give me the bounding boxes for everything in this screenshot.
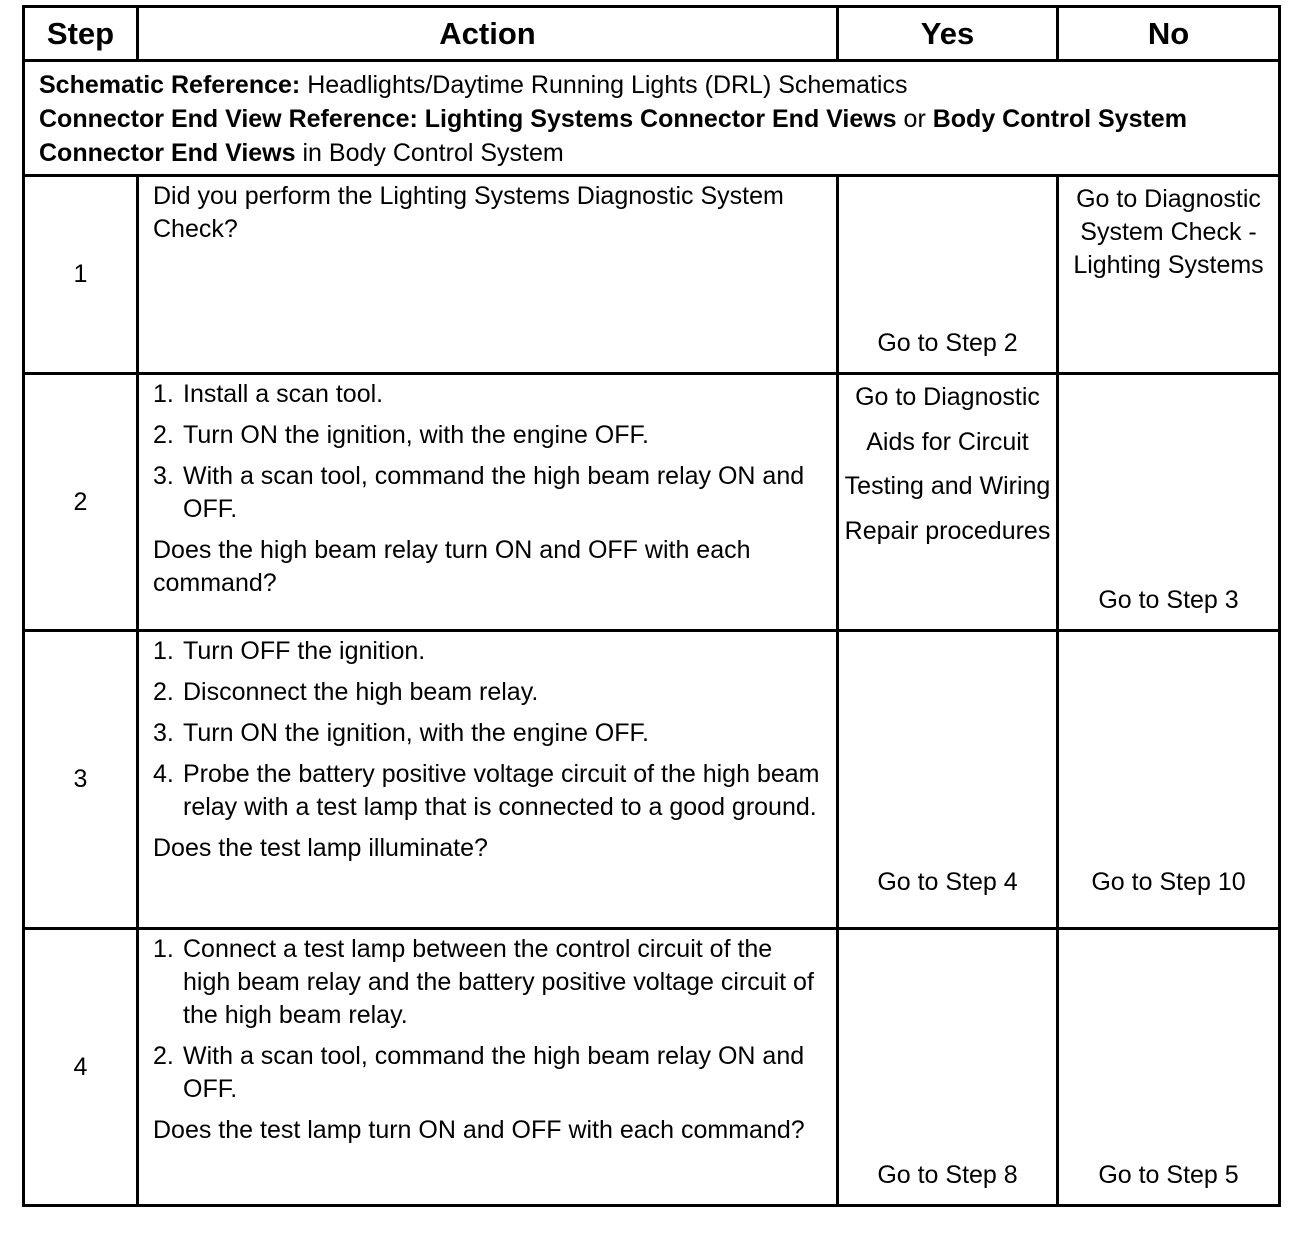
action-cell xyxy=(138,631,838,929)
action-question: Does the test lamp illuminate? xyxy=(153,834,488,862)
connector-suffix: in Body Control System xyxy=(302,139,564,167)
connector-link-lighting[interactable]: Lighting Systems Connector End Views xyxy=(424,105,897,133)
schematic-value: Headlights/Daytime Running Lights (DRL) Schematics xyxy=(307,71,908,99)
reference-cell xyxy=(24,61,1280,176)
table-row xyxy=(24,176,1280,374)
step-number: 1 xyxy=(24,176,138,374)
action-item: 4. Probe the battery positive voltage circuit of the high beam relay with a test lamp that is connected to a good ground. xyxy=(153,760,820,821)
no-result[interactable]: Go to Step 3 xyxy=(1058,374,1280,631)
header-step: Step xyxy=(24,7,138,61)
table-row xyxy=(24,631,1280,929)
action-item: 2. Disconnect the high beam relay. xyxy=(153,678,539,706)
yes-result[interactable]: Go to Step 4 xyxy=(838,631,1058,929)
connector-or: or xyxy=(903,105,926,133)
step-number: 3 xyxy=(24,631,138,929)
action-item: 3. With a scan tool, command the high beam relay ON and OFF. xyxy=(153,462,805,523)
header-action: Action xyxy=(138,7,838,61)
no-result[interactable]: Go to Step 10 xyxy=(1058,631,1280,929)
no-result[interactable]: Go to Diagnostic System Check - Lighting Systems xyxy=(1058,176,1280,374)
action-item: 1. Turn OFF the ignition. xyxy=(153,637,426,665)
diagnostic-table xyxy=(22,5,1281,1207)
yes-result[interactable]: Go to Diagnostic Aids for Circuit Testing and Wiring Repair procedures xyxy=(838,374,1058,631)
action-item: 1. Connect a test lamp between the control circuit of the high beam relay and the battery positive voltage circuit of the high beam relay. xyxy=(153,935,814,1029)
step-number: 4 xyxy=(24,929,138,1206)
table-row xyxy=(24,929,1280,1206)
action-question: Does the test lamp turn ON and OFF with each command? xyxy=(153,1116,805,1144)
action-item: 2. Turn ON the ignition, with the engine OFF. xyxy=(153,421,649,449)
action-item: 1. Install a scan tool. xyxy=(153,380,384,408)
header-row xyxy=(24,7,1280,61)
action-cell xyxy=(138,374,838,631)
reference-row xyxy=(24,61,1280,176)
action-item: 3. Turn ON the ignition, with the engine OFF. xyxy=(153,719,649,747)
action-question: Did you perform the Lighting Systems Diagnostic System Check? xyxy=(153,182,784,243)
connector-label: Connector End View Reference: xyxy=(39,105,418,133)
no-result[interactable]: Go to Step 5 xyxy=(1058,929,1280,1206)
yes-result[interactable]: Go to Step 2 xyxy=(838,176,1058,374)
header-yes: Yes xyxy=(838,7,1058,61)
schematic-label: Schematic Reference: xyxy=(39,71,301,99)
action-cell xyxy=(138,929,838,1206)
table-row xyxy=(24,374,1280,631)
connector-link-body-control[interactable]: Body Control System Connector End Views xyxy=(39,105,1187,167)
action-question: Does the high beam relay turn ON and OFF with each command? xyxy=(153,536,751,597)
yes-result[interactable]: Go to Step 8 xyxy=(838,929,1058,1206)
step-number: 2 xyxy=(24,374,138,631)
action-item: 2. With a scan tool, command the high beam relay ON and OFF. xyxy=(153,1042,805,1103)
header-no: No xyxy=(1058,7,1280,61)
action-cell xyxy=(138,176,838,374)
